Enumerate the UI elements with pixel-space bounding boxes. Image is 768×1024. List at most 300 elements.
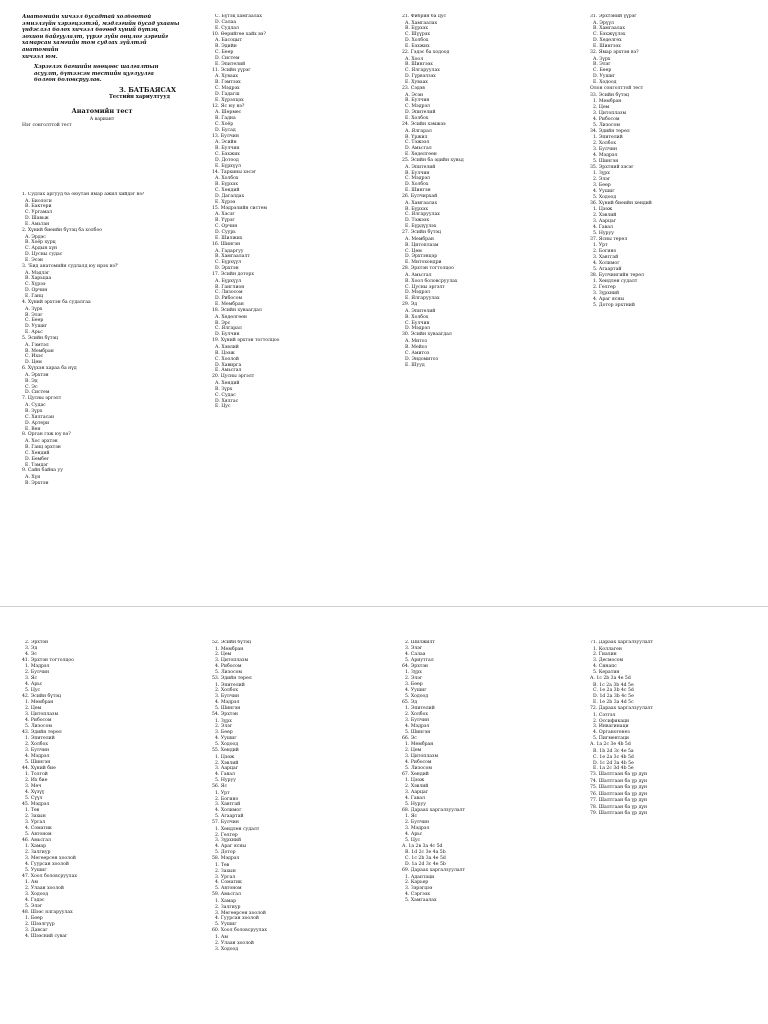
question-text: 53. Эдийн төрөл (212, 676, 252, 682)
answer-option: 2. Элэг (405, 676, 423, 682)
answer-option: 1. Ам (215, 934, 228, 940)
question-text: 58. Мэдрэл (212, 856, 240, 862)
answer-option: С. Хөндий (215, 188, 240, 194)
question-text: 48. Шээс ялгаруулах (22, 909, 73, 915)
intro-line: эмнэлзүйн хэрэгцээтэй, мэдлэгийн бусад ухааны (22, 20, 180, 27)
answer-option: А. Эрүүл (593, 20, 614, 26)
answer-option: 4. Синапс (593, 664, 617, 670)
answer-option: 4. Гуурсан хоолой (215, 916, 259, 922)
answer-option: В. Элэг (25, 312, 43, 318)
answer-option: В. Шингээх (405, 62, 433, 68)
answer-option: 2. Хэвлий (593, 213, 617, 219)
question-text: 45. Мэдрэл (22, 801, 50, 807)
answer-option: Е. Амьсгал (215, 368, 242, 374)
answer-option: 2. Цөм (25, 706, 42, 712)
answer-option: С. Бөөр (215, 50, 234, 56)
answer-option: А. Ялгарал (405, 128, 432, 134)
answer-option: В. Цээж (215, 350, 235, 356)
answer-option: 1. Хамар (215, 898, 237, 904)
answer-option: 2. Хэвлий (215, 760, 239, 766)
answer-option: 3. Булчин (593, 146, 618, 152)
answer-option: С. Ардын хүн (25, 246, 58, 252)
answer-option: 5. Нуруу (405, 801, 426, 807)
answer-option: В. Мейоз (405, 344, 428, 350)
answer-option: В. Гэмтээх (215, 80, 241, 86)
author-name: З. БАТБАЯСАХ (119, 85, 176, 94)
answer-option: А. Эпителий (405, 164, 436, 170)
second-line: асуулт, бүтээсэн тестийн цуглуулга (34, 70, 154, 77)
answer-option: С. 1e 2a 3b 4c 5d (593, 688, 634, 694)
answer-option: 2. Шээлгүүр (25, 922, 55, 928)
question-text: 10. Өөрийгөө хайх вэ? (212, 31, 266, 37)
question-block (22, 802, 187, 838)
answer-option: 2. Хэвлий (405, 784, 429, 790)
answer-option: А. Шөрмөс (215, 110, 242, 116)
answer-option: А. Мэдлэг (25, 270, 50, 276)
answer-option: 4. Сэргээх (405, 892, 431, 898)
question-block (212, 748, 382, 784)
question-text: 37. Ясны төрөл (590, 236, 628, 242)
question-text: 76. Шалтгаан ба үр дүн (590, 791, 648, 797)
answer-option: 4. Соматик (25, 826, 52, 832)
question-text: 75. Шалтгаан ба үр дүн (590, 785, 648, 791)
question-block (590, 811, 755, 817)
answer-option: D. Бусад (215, 128, 236, 133)
answer-option: В. Эрхтэн (25, 480, 49, 486)
answer-option: В. Үүрэг (215, 218, 235, 224)
question-text: 59. Амьсгал (212, 892, 241, 898)
answer-option: А. Зүрх (593, 56, 611, 62)
answer-option: 3. Эд (25, 645, 38, 651)
question-block (590, 742, 755, 772)
answer-option: С. Амитоз (405, 350, 430, 356)
answer-option: В. Бактери (25, 204, 52, 210)
answer-option: 3. Ходоод (25, 892, 49, 898)
answer-option: 4. Эс (25, 651, 37, 657)
question-text: Олон сонголттой тест (590, 86, 644, 92)
second-line: болгон боловсруулав. (34, 77, 102, 84)
answer-option: А. Хэсэг (215, 212, 235, 218)
answer-option: 3. Булчин (25, 748, 50, 754)
answer-option: С. Хөндий (25, 450, 50, 456)
answer-option: 2. Богино (215, 796, 239, 802)
answer-option: Е. 1e 2b 3a 4d 5c (593, 700, 634, 706)
question-text: 33. Эсийн бүтэц (590, 92, 629, 98)
question-text: 66. Эс (402, 735, 417, 741)
answer-option: В. Булчин (405, 170, 430, 176)
question-block (402, 158, 572, 194)
question-block (212, 712, 382, 748)
answer-option: D. Холбох (405, 38, 429, 44)
question-text: 69. Дараах харгалзуулалт (402, 868, 466, 873)
answer-option: 3. Ходоод (215, 946, 239, 952)
column-6-questions (212, 640, 382, 1024)
question-text: 18. Эсийн хуваагдал (212, 308, 262, 314)
answer-option: D. Амьсгал (405, 146, 432, 152)
question-text: А. 1а 2в 3а 4с 5d (402, 843, 443, 849)
question-block (402, 332, 572, 368)
question-block (22, 264, 187, 300)
answer-option: В. Булчин (405, 98, 430, 104)
question-text: 78. Шалтгаан ба үр дүн (590, 804, 648, 810)
answer-option: В. Булчин (215, 146, 240, 152)
question-text: 44. Хүний бие (22, 765, 56, 771)
question-text: 28. Эрхтэн тогтолцоо (402, 266, 454, 272)
answer-option: 1. Сэтгэл (593, 712, 616, 718)
answer-option: D. Мэдрэл (405, 326, 430, 332)
question-block (212, 892, 382, 928)
question-text: 7. Цусны эргэлт (22, 396, 62, 402)
answer-option: Е. Митохондри (405, 260, 442, 266)
answer-option: 4. Шээсний суваг (25, 934, 68, 940)
question-block (212, 374, 382, 410)
answer-option: 1. Мембран (405, 742, 434, 748)
question-text: 31. Эрхтэний үүрэг (590, 14, 637, 19)
question-block (402, 266, 572, 302)
question-block (22, 396, 187, 432)
answer-option: D. Шавьж (25, 216, 49, 222)
answer-option: Е. Бэхжих (405, 44, 430, 50)
question-text: 22. Гэдэс ба ходоод (402, 50, 450, 56)
answer-option: Е. Ялгаруулах (405, 296, 440, 302)
answer-option: 2. Булчин (25, 670, 50, 676)
question-text: 24. Эсийн хэмжээ (402, 122, 446, 128)
answer-option: С. Хялгасан (25, 414, 55, 420)
answer-option: 2. Холбох (405, 712, 428, 718)
question-text: 15. Мэдрэлийн систем (212, 205, 267, 211)
answer-option: D. Цусны судас (25, 252, 63, 258)
answer-option: 2. Цөм (405, 748, 422, 754)
answer-option: 5. Цус (25, 687, 41, 693)
answer-option: 4. Арьс (405, 831, 423, 837)
answer-option: 1. Бөөр (25, 916, 43, 922)
column-7-questions (402, 640, 572, 1024)
question-text: 21. Фибрин ба цус (402, 14, 447, 19)
answer-option: D. Булчин (215, 332, 240, 338)
question-block (590, 237, 755, 273)
question-text: 71. Дараах харгалзуулалт (590, 640, 654, 645)
answer-option: С. Ялгарал (215, 326, 242, 332)
question-block (590, 86, 755, 92)
question-block (22, 366, 187, 396)
question-block (402, 700, 572, 736)
question-block (590, 201, 755, 237)
answer-option: 4. Араг ясны (215, 844, 247, 850)
question-block (402, 230, 572, 266)
answer-option: 3. Цитоплазм (593, 110, 627, 116)
answer-option: 3. Бөөр (593, 182, 611, 188)
question-block (212, 170, 382, 206)
answer-option: С. Эс (25, 384, 38, 390)
question-block (212, 32, 382, 68)
answer-option: Е. Мембран (215, 302, 244, 308)
answer-option: С. Лизосом (215, 290, 243, 296)
answer-option: D. Салаа (215, 19, 237, 25)
question-text: 57. Булчин (212, 820, 239, 826)
answer-option: 3. Зүрхний (593, 291, 620, 297)
answer-option: Е. Бүрхүүл (215, 164, 241, 170)
answer-option: С. Булчин (405, 320, 430, 326)
answer-option: С. Бэхжих (215, 152, 240, 158)
answer-option: С. 1e 2a 3c 4b 5d (593, 754, 634, 760)
answer-option: В. Бүрхэх (405, 206, 428, 212)
answer-option: С. 1c 2b 3a 4e 5d (405, 856, 446, 862)
answer-option: 3. Элэг (405, 645, 423, 651)
answer-option: 4. Мэдрэл (25, 754, 50, 759)
answer-option: В. Харьцаа (25, 276, 52, 282)
question-block (212, 14, 382, 32)
answer-option: В. Элэг (593, 62, 611, 68)
question-block (590, 640, 755, 676)
answer-option: D. Уушиг (593, 74, 616, 80)
answer-option: 3. Мөч (25, 784, 42, 790)
question-block (212, 104, 382, 134)
answer-option: В. Хоол боловсруулах (405, 278, 458, 284)
answer-option: 1. Мембран (593, 99, 622, 105)
answer-option: С. Шүүрэх (405, 32, 430, 38)
answer-option: 1. Мэдрэл (25, 664, 50, 670)
question-text: 23. Сэдэв (402, 86, 425, 92)
answer-option: А. Митоз (405, 338, 427, 344)
question-block (590, 676, 755, 706)
answer-option: 1. Цээж (215, 754, 235, 760)
answer-option: С. Ихэс (25, 354, 44, 360)
question-block (402, 122, 572, 158)
second-line: Хэрэглэх багшийн нөөцөөс шалгалтын (34, 64, 159, 71)
question-text: 64. Эрхтэн (402, 663, 428, 669)
question-text: 17. Эсийн доторх (212, 272, 254, 278)
answer-option: D. Тэжээх (405, 218, 430, 224)
answer-option: 3. Цитоплазм (405, 754, 439, 759)
question-block (22, 730, 187, 766)
question-block (212, 68, 382, 104)
answer-option: Е. Шингээх (593, 44, 621, 50)
answer-option: 1. Хөндлөн судалт (215, 826, 260, 832)
answer-option: D. Бөмбөг (25, 456, 50, 462)
answer-option: А. Хос эрхтэн (25, 438, 58, 444)
answer-option: 4. Холимог (593, 260, 620, 266)
answer-option: А. Эпителий (405, 308, 436, 314)
answer-option: 3. Аарцаг (405, 790, 429, 796)
column-5-questions (22, 640, 187, 1024)
answer-option: 2. Залгиур (25, 850, 51, 856)
answer-option: 1. Эпителий (405, 706, 435, 712)
column-2-questions (212, 14, 382, 602)
question-block (22, 336, 187, 366)
question-text: 79. Шалтгаан ба үр дүн (590, 811, 648, 817)
question-block (590, 14, 755, 50)
question-block (212, 856, 382, 892)
header-block (22, 14, 182, 129)
question-text: 16. Шингэн (212, 242, 241, 247)
answer-option: 3. Хавтгай (593, 255, 619, 260)
answer-option: 1. Хөндлөн судалт (593, 279, 638, 285)
question-text: 54. Эрхтэн (212, 712, 238, 718)
answer-option: С. Ялгаруулах (405, 68, 440, 74)
question-block (590, 805, 755, 811)
answer-option: 1. Коллаген (593, 646, 622, 652)
answer-option: А. Эрхтэн (25, 372, 49, 378)
question-text: 25. Эсийн ба эдийн хувьд (402, 158, 464, 164)
question-text: 2. Хүний биеийн бүтэц ба холбоо (22, 228, 102, 234)
question-text: 56. Яс (212, 784, 228, 790)
answer-option: А. Хүн (25, 474, 41, 480)
answer-option: 1. Мембран (25, 700, 54, 706)
question-block (212, 676, 382, 712)
answer-option: А. Гэмтэл (25, 342, 49, 348)
question-text: 32. Ямар эрхтэн вэ? (590, 50, 639, 56)
question-block (402, 844, 572, 868)
answer-option: С. Цөм (405, 248, 422, 254)
answer-option: А. Мембран (405, 236, 434, 242)
variant-label: А вариант (89, 116, 115, 122)
question-block (402, 86, 572, 122)
question-block (22, 766, 187, 802)
answer-option: 2. Эрхтэн (25, 640, 49, 645)
answer-option: 1. Мембран (215, 646, 244, 652)
answer-option: А. Эсэн (405, 92, 424, 98)
answer-option: А. Амьсгал (405, 272, 432, 278)
answer-option: Е. Шингэн (405, 188, 431, 194)
answer-option: 3. Мэдрэл (405, 826, 430, 832)
answer-option: 3. Цитоплазм (25, 712, 59, 718)
question-text: 72. Дараах харгалзуулалт (590, 706, 654, 712)
answer-option: В. Эрс (215, 320, 231, 326)
answer-option: 2. Гөлгөр (593, 285, 616, 291)
answer-option: D. Систем (25, 390, 50, 396)
question-block (212, 338, 382, 374)
answer-option: А. Холбох (215, 176, 239, 182)
answer-option: 5. Элэг (25, 904, 43, 910)
answer-option: 4. Рибосом (593, 116, 620, 122)
answer-option: 4. Мэдрэл (215, 700, 240, 706)
answer-option: 4. Рибосом (215, 664, 242, 670)
answer-option: Е. 1а 2c 3d 4b 5e (593, 766, 634, 772)
answer-option: 4. Уушиг (405, 687, 427, 693)
intro-line: Анатомийн хичээл бусадтай холбоотой (22, 14, 152, 20)
answer-option: В. Хамгаалалт (215, 254, 250, 260)
answer-option: 2. Холбох (593, 141, 616, 146)
question-block (22, 838, 187, 874)
question-block (212, 272, 382, 308)
question-block (22, 640, 187, 658)
intro-line: хамарсан хамгийн том судлах зүйлтэй анатомийн (22, 40, 147, 53)
question-block (402, 14, 572, 50)
answer-option: 4. Холимог (215, 808, 242, 814)
question-text: 13. Булчин (212, 133, 239, 139)
answer-option: D. Артери (25, 420, 50, 426)
column-3-questions (402, 14, 572, 602)
answer-option: D. Мэдрэл (405, 290, 430, 296)
answer-option: 4. Араг ясны (593, 296, 625, 302)
answer-option: 2. Улаан хоолой (215, 940, 254, 946)
question-block (402, 772, 572, 808)
answer-option: 2. Оссификаци (593, 718, 630, 724)
answer-option: 1. Хамар (25, 844, 47, 850)
answer-option: 1. Зүрх (593, 171, 610, 177)
answer-option: С. Цусны эргэлт (405, 284, 445, 290)
question-text: 1. Судлах аргууд ба оюутан ямар ажил хийдэг вэ? (22, 192, 145, 197)
answer-option: 5. Пигментаци (593, 736, 629, 742)
question-block (590, 273, 755, 309)
answer-option: В. Эдийн (215, 44, 237, 50)
answer-option: С. Бөөр (593, 68, 612, 74)
question-text: 36. Хүний биеийн хөндий (590, 200, 652, 206)
answer-option: 5. Лизосом (215, 670, 242, 676)
answer-option: 5. Нуруу (593, 230, 614, 236)
answer-option: 5. Шингэн (215, 706, 241, 712)
answer-option: 4. Соматик (215, 880, 242, 886)
answer-option: 5. Шингэн (405, 729, 431, 735)
answer-option: D. 1a 2d 3c 4e 5b (405, 862, 446, 868)
answer-option: А. Басоцыт (215, 38, 243, 44)
answer-option: 3. Давсаг (25, 928, 48, 934)
question-block (402, 736, 572, 772)
answer-option: С. Хоолой (215, 356, 239, 362)
question-text: 52. Эсийн бүтэц (212, 640, 251, 645)
question-block (590, 785, 755, 791)
question-block (590, 129, 755, 165)
question-text: 55. Хөндий (212, 748, 239, 754)
answer-option: 4. Гуурсан хоолой (25, 862, 69, 868)
answer-option: 2. Богино (593, 249, 617, 255)
question-text: 12. Яс юу вэ? (212, 103, 245, 109)
question-block (402, 664, 572, 700)
question-block (590, 50, 755, 86)
question-text: 73. Шалтгаан ба үр дүн (590, 772, 648, 778)
answer-option: 5. Ходоод (215, 742, 239, 748)
question-text: 5. Эсийн бүтэц (22, 336, 59, 342)
answer-option: В. Холбох (405, 314, 429, 320)
answer-option: В. Хамгаалах (593, 26, 626, 32)
answer-option: А. Хамгаалах (405, 200, 438, 206)
answer-option: С. Судас (215, 392, 236, 398)
answer-option: 4. Органогенез (593, 730, 630, 736)
answer-option: D. Гүрвэлзэх (405, 74, 436, 80)
question-block (402, 808, 572, 844)
answer-option: Е. Эпителий (215, 61, 246, 67)
answer-option: 1. Эпителий (593, 135, 623, 141)
answer-option: 2. Элэг (593, 177, 611, 183)
answer-option: 1. Төв (25, 808, 40, 814)
answer-option: 5. Цус (405, 837, 421, 843)
answer-option: Е. Хүрээ (215, 200, 236, 206)
question-text: 65. Эд (402, 699, 418, 705)
question-block (402, 194, 572, 230)
answer-option: А. Биологи (25, 198, 52, 204)
answer-option: 4. Рибосом (25, 717, 52, 723)
question-text: 46. Амьсгал (22, 837, 51, 843)
question-text: 26. Булчирхай (402, 194, 438, 200)
question-text: 74. Шалтгаан ба үр дүн (590, 778, 648, 784)
answer-option: Е. Ганц (25, 294, 44, 300)
answer-option: Е. Тэмдэг (25, 462, 49, 468)
question-block (212, 784, 382, 820)
intro-text (22, 14, 182, 60)
answer-option: С. Орчин (215, 224, 238, 230)
answer-option: 5. Нуруу (215, 778, 236, 784)
answer-option: А. Эрдэс (25, 234, 46, 240)
answer-option: Е. Шилжих (215, 236, 243, 242)
answer-option: D. Эпителий (405, 110, 436, 116)
answer-option: С. Ялгаруулах (405, 212, 440, 218)
question-text: 19. Хүний эрхтэн тогтолцоо (212, 338, 280, 344)
answer-option: 1. Төв (215, 862, 230, 868)
answer-option: В. Үржил (405, 134, 428, 140)
question-block (402, 868, 572, 904)
question-text: 4. Хүний эрхтэн ба судалгаа (22, 300, 91, 306)
answer-option: D. Уушиг (25, 324, 48, 330)
